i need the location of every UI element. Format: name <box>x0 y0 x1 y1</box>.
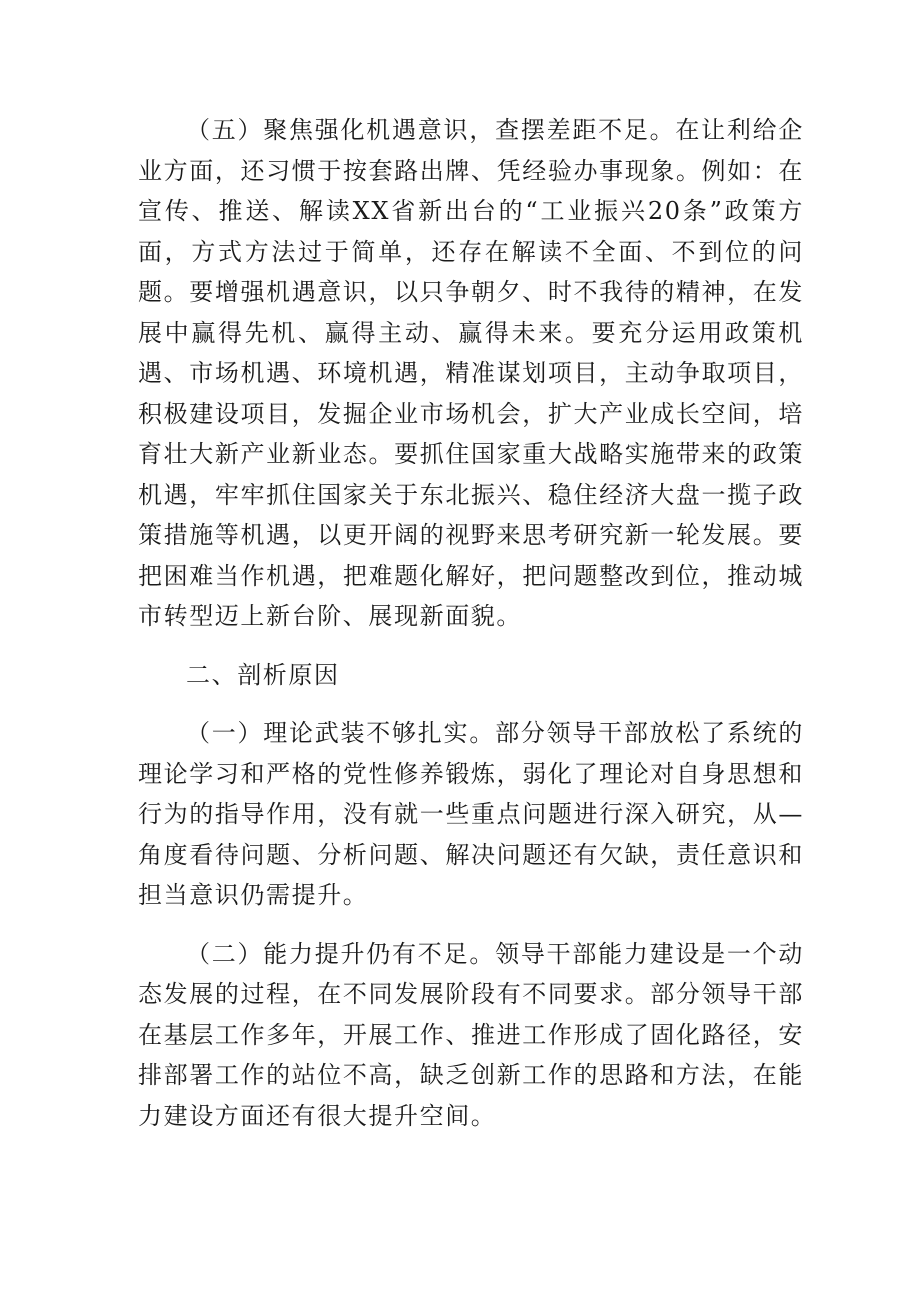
paragraph-opportunity-awareness: （五）聚焦强化机遇意识，查摆差距不足。在让利给企业方面，还习惯于按套路出牌、凭经验办事现象。例如：在宣传、推送、解读XX省新出台的“工业振兴20条”政策方面，方式方法过于简单，还存在解读不全面、不到位的问题。要增强机遇意识，以只争朝夕、时不我待的精神，在发展中赢得先机、赢得主动、赢得未来。要充分运用政策机遇、市场机遇、环境机遇，精准谋划项目，主动争取项目，积极建设项目，发掘企业市场机会，扩大产业成长空间，培育壮大新产业新业态。要抓住国家重大战略实施带来的政策机遇，牢牢抓住国家关于东北振兴、稳住经济大盘一揽子政策措施等机遇，以更开阔的视野来思考研究新一轮发展。要把困难当作机遇，把难题化解好，把问题整改到位，推动城市转型迈上新台阶、展现新面貌。 <box>138 116 804 630</box>
document-body <box>138 110 804 1136</box>
paragraph-ability-improvement: （二）能力提升仍有不足。领导干部能力建设是一个动态发展的过程，在不同发展阶段有不同要求。部分领导干部在基层工作多年，开展工作、推进工作形成了固化路径，安排部署工作的站位不高，缺乏创新工作的思路和方法，在能力建设方面还有很大提升空间。 <box>138 939 804 1130</box>
section-heading-analysis: 二、剖析原因 <box>186 660 340 689</box>
paragraph-theory-armament: （一）理论武装不够扎实。部分领导干部放松了系统的理论学习和严格的党性修养锻炼，弱化了理论对自身思想和行为的指导作用，没有就一些重点问题进行深入研究，从—角度看待问题、分析问题、解决问题还有欠缺，责任意识和担当意识仍需提升。 <box>138 719 804 909</box>
